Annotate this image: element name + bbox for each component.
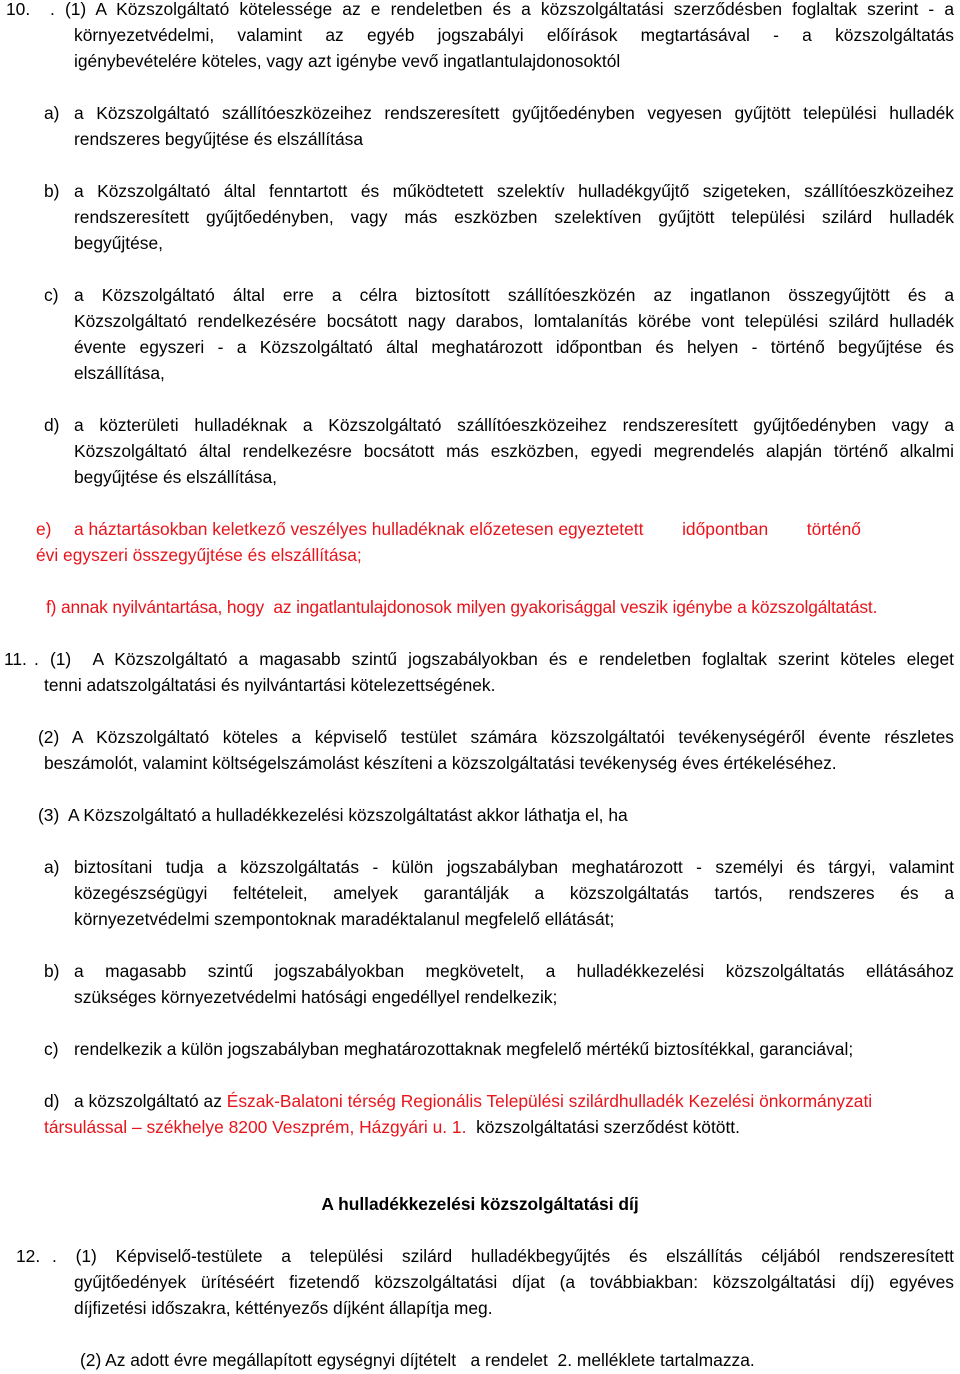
text-line: (3) A Közszolgáltató a hulladékkezelési közszolgáltatást akkor láthatja el, ha xyxy=(38,805,628,825)
paragraph-11-item-a xyxy=(74,854,954,932)
text-line: (2) A Közszolgáltató köteles a képviselő testület számára közszolgáltatói tevékenységéről évente részletes xyxy=(38,727,954,747)
paragraph-10-item-e-cont xyxy=(36,542,936,568)
text-line: (2) Az adott évre megállapított egységnyi díjtételt a rendelet 2. melléklete tartalmazza. xyxy=(80,1350,755,1370)
text-line: begyűjtése és elszállítása, xyxy=(74,467,278,487)
section-heading: A hulladékkezelési közszolgáltatási díj xyxy=(321,1194,639,1214)
text-line: f) annak nyilvántartása, hogy az ingatlantulajdonosok milyen gyakorisággal veszik igénybe a közszolgáltatást. xyxy=(46,597,878,617)
text-line: a közterületi hulladéknak a Közszolgáltató szállítóeszközeihez rendszeresített gyűjtőedényben vagy a xyxy=(74,415,954,435)
item-label: d) xyxy=(44,415,60,435)
text-line: közegészségügyi feltételeit, amelyek garantálják a közszolgáltatás tartós, rendszeres és a xyxy=(74,883,954,903)
paragraph-10-intro xyxy=(44,0,954,74)
text-line: szükséges környezetvédelmi hatósági engedéllyel rendelkezik; xyxy=(74,987,558,1007)
item-label: a) xyxy=(44,857,60,877)
text-line: a Közszolgáltató szállítóeszközeihez rendszeresített gyűjtőedényben vegyesen gyűjtött települési hulladék xyxy=(74,103,954,123)
item-label: a) xyxy=(44,103,60,123)
paragraph-12-s1 xyxy=(52,1243,954,1321)
paragraph-10-item-c xyxy=(74,282,954,386)
item-label: c) xyxy=(44,285,59,305)
paragraph-10-item-e xyxy=(74,516,934,542)
paragraph-10-item-d xyxy=(74,412,954,490)
paragraph-11-item-d-cont xyxy=(44,1114,954,1140)
item-label: d) xyxy=(44,1091,60,1111)
paragraph-11-item-d xyxy=(74,1088,954,1114)
text-line: igénybevételére köteles, vagy azt igénybe vevő ingatlantulajdonosoktól xyxy=(74,51,621,71)
text-line: a háztartásokban keletkező veszélyes hulladéknak előzetesen egyeztetett időpontban történő xyxy=(74,519,861,539)
paragraph-10-item-b xyxy=(74,178,954,256)
text-line: gyűjtőedények ürítéséért fizetendő közszolgáltatási díjat (a továbbiakban: közszolgáltatási díj) egyéves xyxy=(74,1272,954,1292)
item-d-text-end: közszolgáltatási szerződést kötött. xyxy=(466,1117,740,1137)
text-line: tenni adatszolgáltatási és nyilvántartási kötelezettségének. xyxy=(44,675,496,695)
text-line: környezetvédelmi szempontoknak maradéktalanul megfelelő ellátását; xyxy=(74,909,615,929)
paragraph-11-s1 xyxy=(34,646,954,698)
paragraph-10-item-a xyxy=(74,100,954,152)
paragraph-11-item-b xyxy=(74,958,954,1010)
paragraph-12-number: 12. xyxy=(16,1246,41,1266)
text-line: díjfizetési időszakra, kéttényezős díjként állapítja meg. xyxy=(74,1298,493,1318)
text-line: biztosítani tudja a közszolgáltatás - külön jogszabályban meghatározott - személyi és tárgyi, valamint xyxy=(74,857,954,877)
text-line: rendelkezik a külön jogszabályban meghatározottaknak megfelelő mértékű biztosítékkal, garanciával; xyxy=(74,1039,854,1059)
item-label: e) xyxy=(36,519,52,539)
text-line xyxy=(44,1114,954,1140)
paragraph-12-s2 xyxy=(80,1347,954,1373)
text-line: . (1) A Közszolgáltató kötelessége az e rendeletben és a közszolgáltatási szerződésben foglaltak szerint - a xyxy=(50,0,954,19)
association-address: társulással – székhelye 8200 Veszprém, Házgyári u. 1. xyxy=(44,1117,467,1137)
paragraph-11-s3 xyxy=(38,802,954,828)
item-label: c) xyxy=(44,1039,59,1059)
item-label: b) xyxy=(44,961,60,981)
paragraph-11-item-c xyxy=(74,1036,954,1062)
paragraph-11-s2 xyxy=(38,724,954,776)
association-name: Észak-Balatoni térség Regionális Települési szilárdhulladék Kezelési önkormányzati xyxy=(226,1091,873,1111)
text-line xyxy=(74,1088,954,1114)
text-line: a Közszolgáltató által fenntartott és működtetett szelektív hulladékgyűjtő szigeteken, szállítóeszközeihez xyxy=(74,181,954,201)
item-label: b) xyxy=(44,181,60,201)
text-line: Közszolgáltató rendelkezésére bocsátott nagy darabos, lomtalanítás körébe vont települési szilárd hulladék xyxy=(74,311,954,331)
paragraph-11-number: 11. xyxy=(4,649,27,669)
text-line: rendszeresített gyűjtőedényben, vagy más eszközben szelektíven gyűjtött települési szilárd hulladék xyxy=(74,207,954,227)
paragraph-10-number: 10. xyxy=(6,0,31,19)
text-line: környezetvédelmi, valamint az egyéb jogszabályi előírások megtartásával - a közszolgáltatás xyxy=(74,25,954,45)
text-line: beszámolót, valamint költségelszámolást készíteni a közszolgáltatási tevékenység éves értékeléséhez. xyxy=(44,753,837,773)
text-line: . (1) Képviselő-testülete a települési szilárd hulladékbegyűjtés és elszállítás céljából rendszeresített xyxy=(52,1246,954,1266)
text-line: rendszeres begyűjtése és elszállítása xyxy=(74,129,364,149)
text-line: évente egyszeri - a Közszolgáltató által meghatározott időpontban és helyen - történő begyűjtése és xyxy=(74,337,954,357)
text-line: Közszolgáltató által rendelkezésre bocsátott más eszközben, egyedi megrendelés alapján történő alkalmi xyxy=(74,441,954,461)
text-line: évi egyszeri összegyűjtése és elszállítása; xyxy=(36,545,362,565)
text-line: elszállítása, xyxy=(74,363,165,383)
item-d-text: a közszolgáltató az xyxy=(74,1091,227,1111)
text-line: begyűjtése, xyxy=(74,233,163,253)
paragraph-10-item-f xyxy=(46,594,956,620)
text-line: a magasabb szintű jogszabályokban megkövetelt, a hulladékkezelési közszolgáltatás ellátásához xyxy=(74,961,954,981)
text-line: a Közszolgáltató által erre a célra biztosított szállítóeszközén az ingatlanon összegyűjtött és a xyxy=(74,285,954,305)
text-line: . (1) A Közszolgáltató a magasabb szintű jogszabályokban és e rendeletben foglaltak szerint köteles eleget xyxy=(34,649,954,669)
